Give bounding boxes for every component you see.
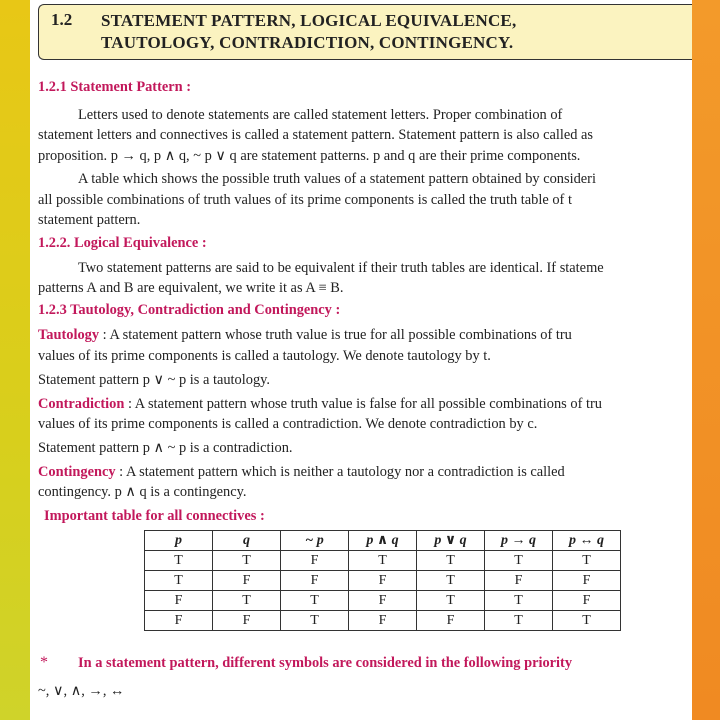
- table-cell: T: [417, 551, 485, 571]
- table-cell: T: [417, 571, 485, 591]
- table-header-cell: p → q: [485, 531, 553, 551]
- right-border-strip: [692, 0, 720, 720]
- table-header-row: [145, 531, 621, 551]
- table-cell: F: [485, 571, 553, 591]
- left-border-strip: [0, 0, 30, 720]
- paragraph-line: Statement pattern p ∨ ~ p is a tautology.: [38, 372, 270, 388]
- table-cell: F: [145, 611, 213, 631]
- table-row: [145, 551, 621, 571]
- table-cell: F: [349, 611, 417, 631]
- table-cell: T: [485, 611, 553, 631]
- paragraph-line: A table which shows the possible truth values of a statement pattern obtained by consideri: [78, 171, 596, 187]
- paragraph-line: values of its prime components is called a tautology. We denote tautology by t.: [38, 348, 491, 364]
- table-header-cell: ~ p: [281, 531, 349, 551]
- table-heading: Important table for all connectives :: [44, 508, 265, 524]
- table-cell: T: [145, 551, 213, 571]
- paragraph-line: proposition. p → q, p ∧ q, ~ p ∨ q are statement patterns. p and q are their prime components.: [38, 148, 581, 164]
- paragraph-line: statement letters and connectives is called a statement pattern. Statement pattern is also called as: [38, 127, 594, 143]
- table-cell: T: [349, 551, 417, 571]
- heading-tautology-contradiction-contingency: 1.2.3 Tautology, Contradiction and Contingency :: [38, 302, 341, 318]
- paragraph-line: Statement pattern p ∧ ~ p is a contradiction.: [38, 440, 293, 456]
- table-cell: T: [553, 611, 621, 631]
- paragraph-line: statement pattern.: [38, 212, 141, 228]
- table-cell: F: [349, 571, 417, 591]
- table-cell: F: [213, 611, 281, 631]
- table-cell: T: [213, 591, 281, 611]
- term-contradiction: Contradiction: [38, 396, 125, 412]
- paragraph-line: patterns A and B are equivalent, we write it as A ≡ B.: [38, 280, 344, 296]
- table-header-cell: p ↔ q: [553, 531, 621, 551]
- table-row: [145, 571, 621, 591]
- paragraph-line: Two statement patterns are said to be equivalent if their truth tables are identical. If stateme: [78, 260, 604, 276]
- heading-logical-equivalence: 1.2.2. Logical Equivalence :: [38, 235, 207, 251]
- contingency-definition-line: Contingency : A statement pattern which is neither a tautology nor a contradiction is called: [38, 464, 565, 480]
- priority-symbols: ~, ∨, ∧, →, ↔: [38, 683, 125, 699]
- table-cell: F: [349, 591, 417, 611]
- table-row: [145, 591, 621, 611]
- table-cell: F: [145, 591, 213, 611]
- table-cell: F: [417, 611, 485, 631]
- paragraph-line: contingency. p ∧ q is a contingency.: [38, 484, 247, 500]
- table-cell: T: [281, 611, 349, 631]
- table-header-cell: p ∨ q: [417, 531, 485, 551]
- table-header-cell: p: [145, 531, 213, 551]
- priority-note: In a statement pattern, different symbols are considered in the following priority: [78, 655, 573, 671]
- table-cell: T: [485, 551, 553, 571]
- table-cell: F: [281, 571, 349, 591]
- paragraph-line: all possible combinations of truth values of its prime components is called the truth table of t: [38, 192, 572, 208]
- truth-table: [144, 530, 621, 631]
- section-number: 1.2: [51, 10, 73, 29]
- heading-statement-pattern: 1.2.1 Statement Pattern :: [38, 79, 192, 95]
- term-contingency: Contingency: [38, 464, 116, 480]
- table-cell: T: [145, 571, 213, 591]
- table-cell: T: [417, 591, 485, 611]
- table-row: [145, 611, 621, 631]
- paragraph-line: values of its prime components is called a contradiction. We denote contradiction by c.: [38, 416, 538, 432]
- table-header-cell: q: [213, 531, 281, 551]
- section-header-box: [38, 4, 692, 60]
- contradiction-definition-line: Contradiction : A statement pattern whose truth value is false for all possible combinations of tru: [38, 396, 602, 412]
- section-title: STATEMENT PATTERN, LOGICAL EQUIVALENCE, TAUTOLOGY, CONTRADICTION, CONTINGENCY.: [101, 11, 517, 52]
- table-cell: T: [213, 551, 281, 571]
- table-cell: F: [553, 571, 621, 591]
- table-cell: T: [281, 591, 349, 611]
- textbook-page: [30, 0, 692, 720]
- table-cell: F: [213, 571, 281, 591]
- table-header-cell: p ∧ q: [349, 531, 417, 551]
- term-tautology: Tautology: [38, 327, 100, 343]
- table-cell: T: [485, 591, 553, 611]
- table-cell: F: [553, 591, 621, 611]
- paragraph-line: Letters used to denote statements are called statement letters. Proper combination of: [78, 107, 563, 123]
- table-cell: F: [281, 551, 349, 571]
- table-cell: T: [553, 551, 621, 571]
- tautology-definition-line: Tautology : A statement pattern whose truth value is true for all possible combinations of tru: [38, 327, 572, 343]
- star-icon: *: [40, 654, 48, 671]
